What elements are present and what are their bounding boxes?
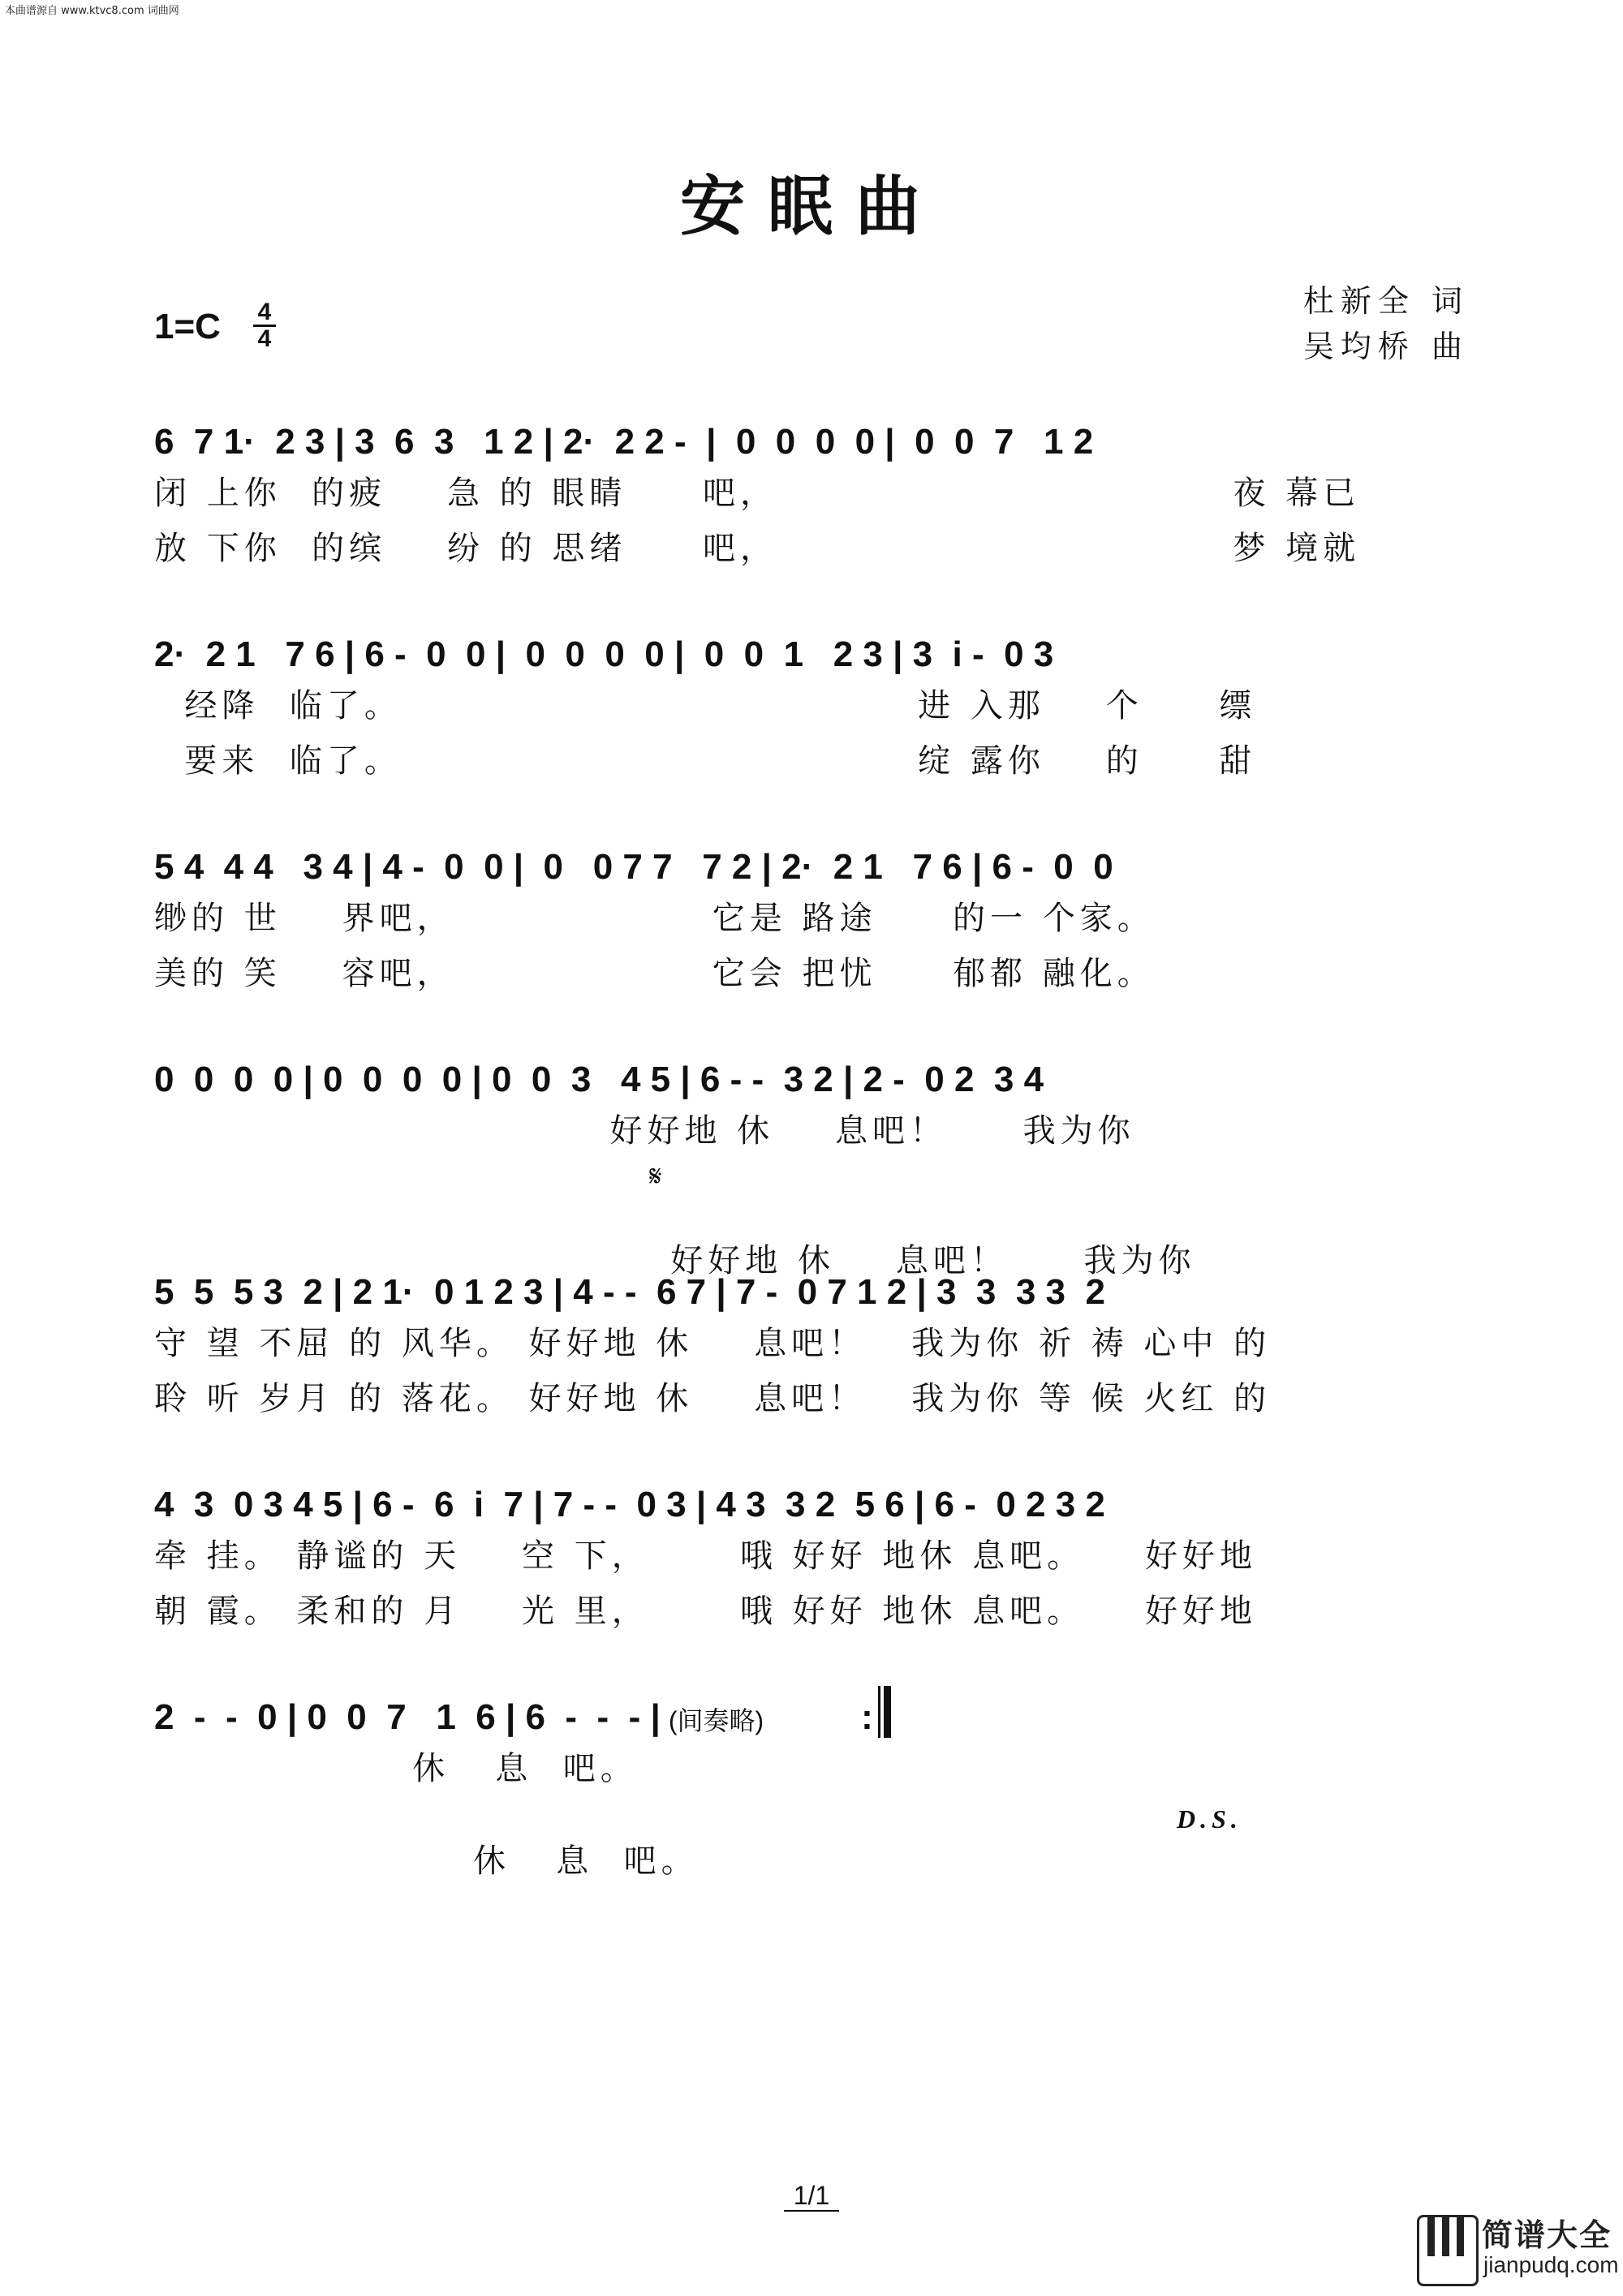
- notation-line: 2· 2 1 7 6 | 6 - 0 0 | 0 0 0 0 | 0 0 1 2 3 | 3 i - 0 3: [154, 634, 1054, 674]
- segno-sign: 𝄋: [649, 1160, 667, 1193]
- barline: [878, 1686, 880, 1738]
- lyric-verse-2: 美的 笑 容吧， 它会 把忧 郁都 融化。: [154, 955, 1155, 992]
- lyric-verse-2: 朝 霞。 柔和的 月 光 里， 哦 好好 地休 息吧。 好好地: [154, 1593, 1258, 1630]
- lyric-verse-2-text: 好好地 休 息吧！ 我为你: [214, 1242, 1196, 1279]
- lyric-verse-2: [154, 1798, 1469, 1880]
- score-system-1: [154, 414, 1469, 573]
- score-system-4: [154, 1051, 1469, 1279]
- notation-line: 0 0 0 0 | 0 0 0 0 | 0 0 3 4 5 | 6 - - 3 2 | 2 - 0 2 3 4: [154, 1060, 1044, 1099]
- lyric-verse-2: 放 下你 的缤 纷 的 思绪 吧， 梦 境就: [154, 530, 1361, 567]
- piano-keys-icon: [1417, 2215, 1479, 2286]
- score-system-2: [154, 626, 1469, 785]
- repeat-dots: :: [861, 1697, 873, 1737]
- final-barline: [884, 1686, 891, 1738]
- lyric-verse-2: 聆 听 岁月 的 落花。 好好地 休 息吧！ 我为你 等 候 火红 的: [154, 1380, 1272, 1417]
- score-system-7: [154, 1689, 1469, 1880]
- notation-line: 6 7 1· 2 3 | 3 6 3 1 2 | 2· 2 2 - | 0 0 0 0 | 0 0 7 1 2: [154, 422, 1094, 462]
- notation-text: 2 - - 0 | 0 0 7 1 6 | 6 - - - |: [154, 1697, 661, 1737]
- lyric-verse-1: 牵 挂。 静谧的 天 空 下， 哦 好好 地休 息吧。 好好地: [154, 1537, 1258, 1575]
- logo-url: jianpudq.com: [1483, 2252, 1619, 2277]
- notation-line: 4 3 0 3 4 5 | 6 - 6 i 7 | 7 - - 0 3 | 4 3 3 2 5 6 | 6 - 0 2 3 2: [154, 1485, 1105, 1524]
- composer-credit: 吴均桥 曲: [1302, 329, 1469, 364]
- lyric-verse-1: 休 息 吧。: [154, 1750, 638, 1787]
- site-logo: [1417, 2208, 1619, 2290]
- lyric-verse-1: 闭 上你 的疲 急 的 眼睛 吧， 夜 幕已: [154, 475, 1361, 512]
- time-signature: [253, 300, 276, 351]
- time-signature-top: 4: [257, 299, 272, 325]
- notation-line: 5 5 5 3 2 | 2 1· 0 1 2 3 | 4 - - 6 7 | 7 - 0 7 1 2 | 3 3 3 3 2: [154, 1272, 1105, 1312]
- source-note: 本曲谱源自 www.ktvc8.com 词曲网: [5, 5, 179, 17]
- score-system-6: [154, 1477, 1469, 1636]
- key-signature: 1=C: [154, 307, 221, 346]
- lyric-verse-2-text: 休 息 吧。: [214, 1842, 699, 1880]
- score-system-5: [154, 1264, 1469, 1423]
- song-title: 安眠曲: [680, 168, 943, 244]
- lyric-verse-1: 守 望 不屈 的 风华。 好好地 休 息吧！ 我为你 祈 祷 心中 的: [154, 1325, 1272, 1362]
- score-system-3: [154, 839, 1469, 998]
- logo-name: 简谱大全: [1482, 2217, 1612, 2253]
- interlude-note: (间奏略): [668, 1706, 764, 1735]
- lyric-verse-1: 好好地 休 息吧！ 我为你: [154, 1112, 1135, 1150]
- dal-segno-mark: D.S.: [1177, 1804, 1242, 1834]
- notation-line: [154, 1689, 1469, 1738]
- time-signature-bottom: 4: [257, 325, 272, 352]
- lyric-verse-2: [154, 1160, 1469, 1279]
- notation-line: 5 4 4 4 3 4 | 4 - 0 0 | 0 0 7 7 7 2 | 2· 2 1 7 6 | 6 - 0 0: [154, 847, 1113, 887]
- lyric-verse-2: 要来 临了。 绽 露你 的 甜: [154, 742, 1257, 780]
- lyric-verse-1: 缈的 世 界吧， 它是 路途 的一 个家。: [154, 900, 1155, 937]
- lyricist-credit: 杜新全 词: [1302, 283, 1469, 319]
- page-number: 1/1: [0, 2181, 1623, 2211]
- lyric-verse-1: 经降 临了。 进 入那 个 缥: [154, 687, 1257, 724]
